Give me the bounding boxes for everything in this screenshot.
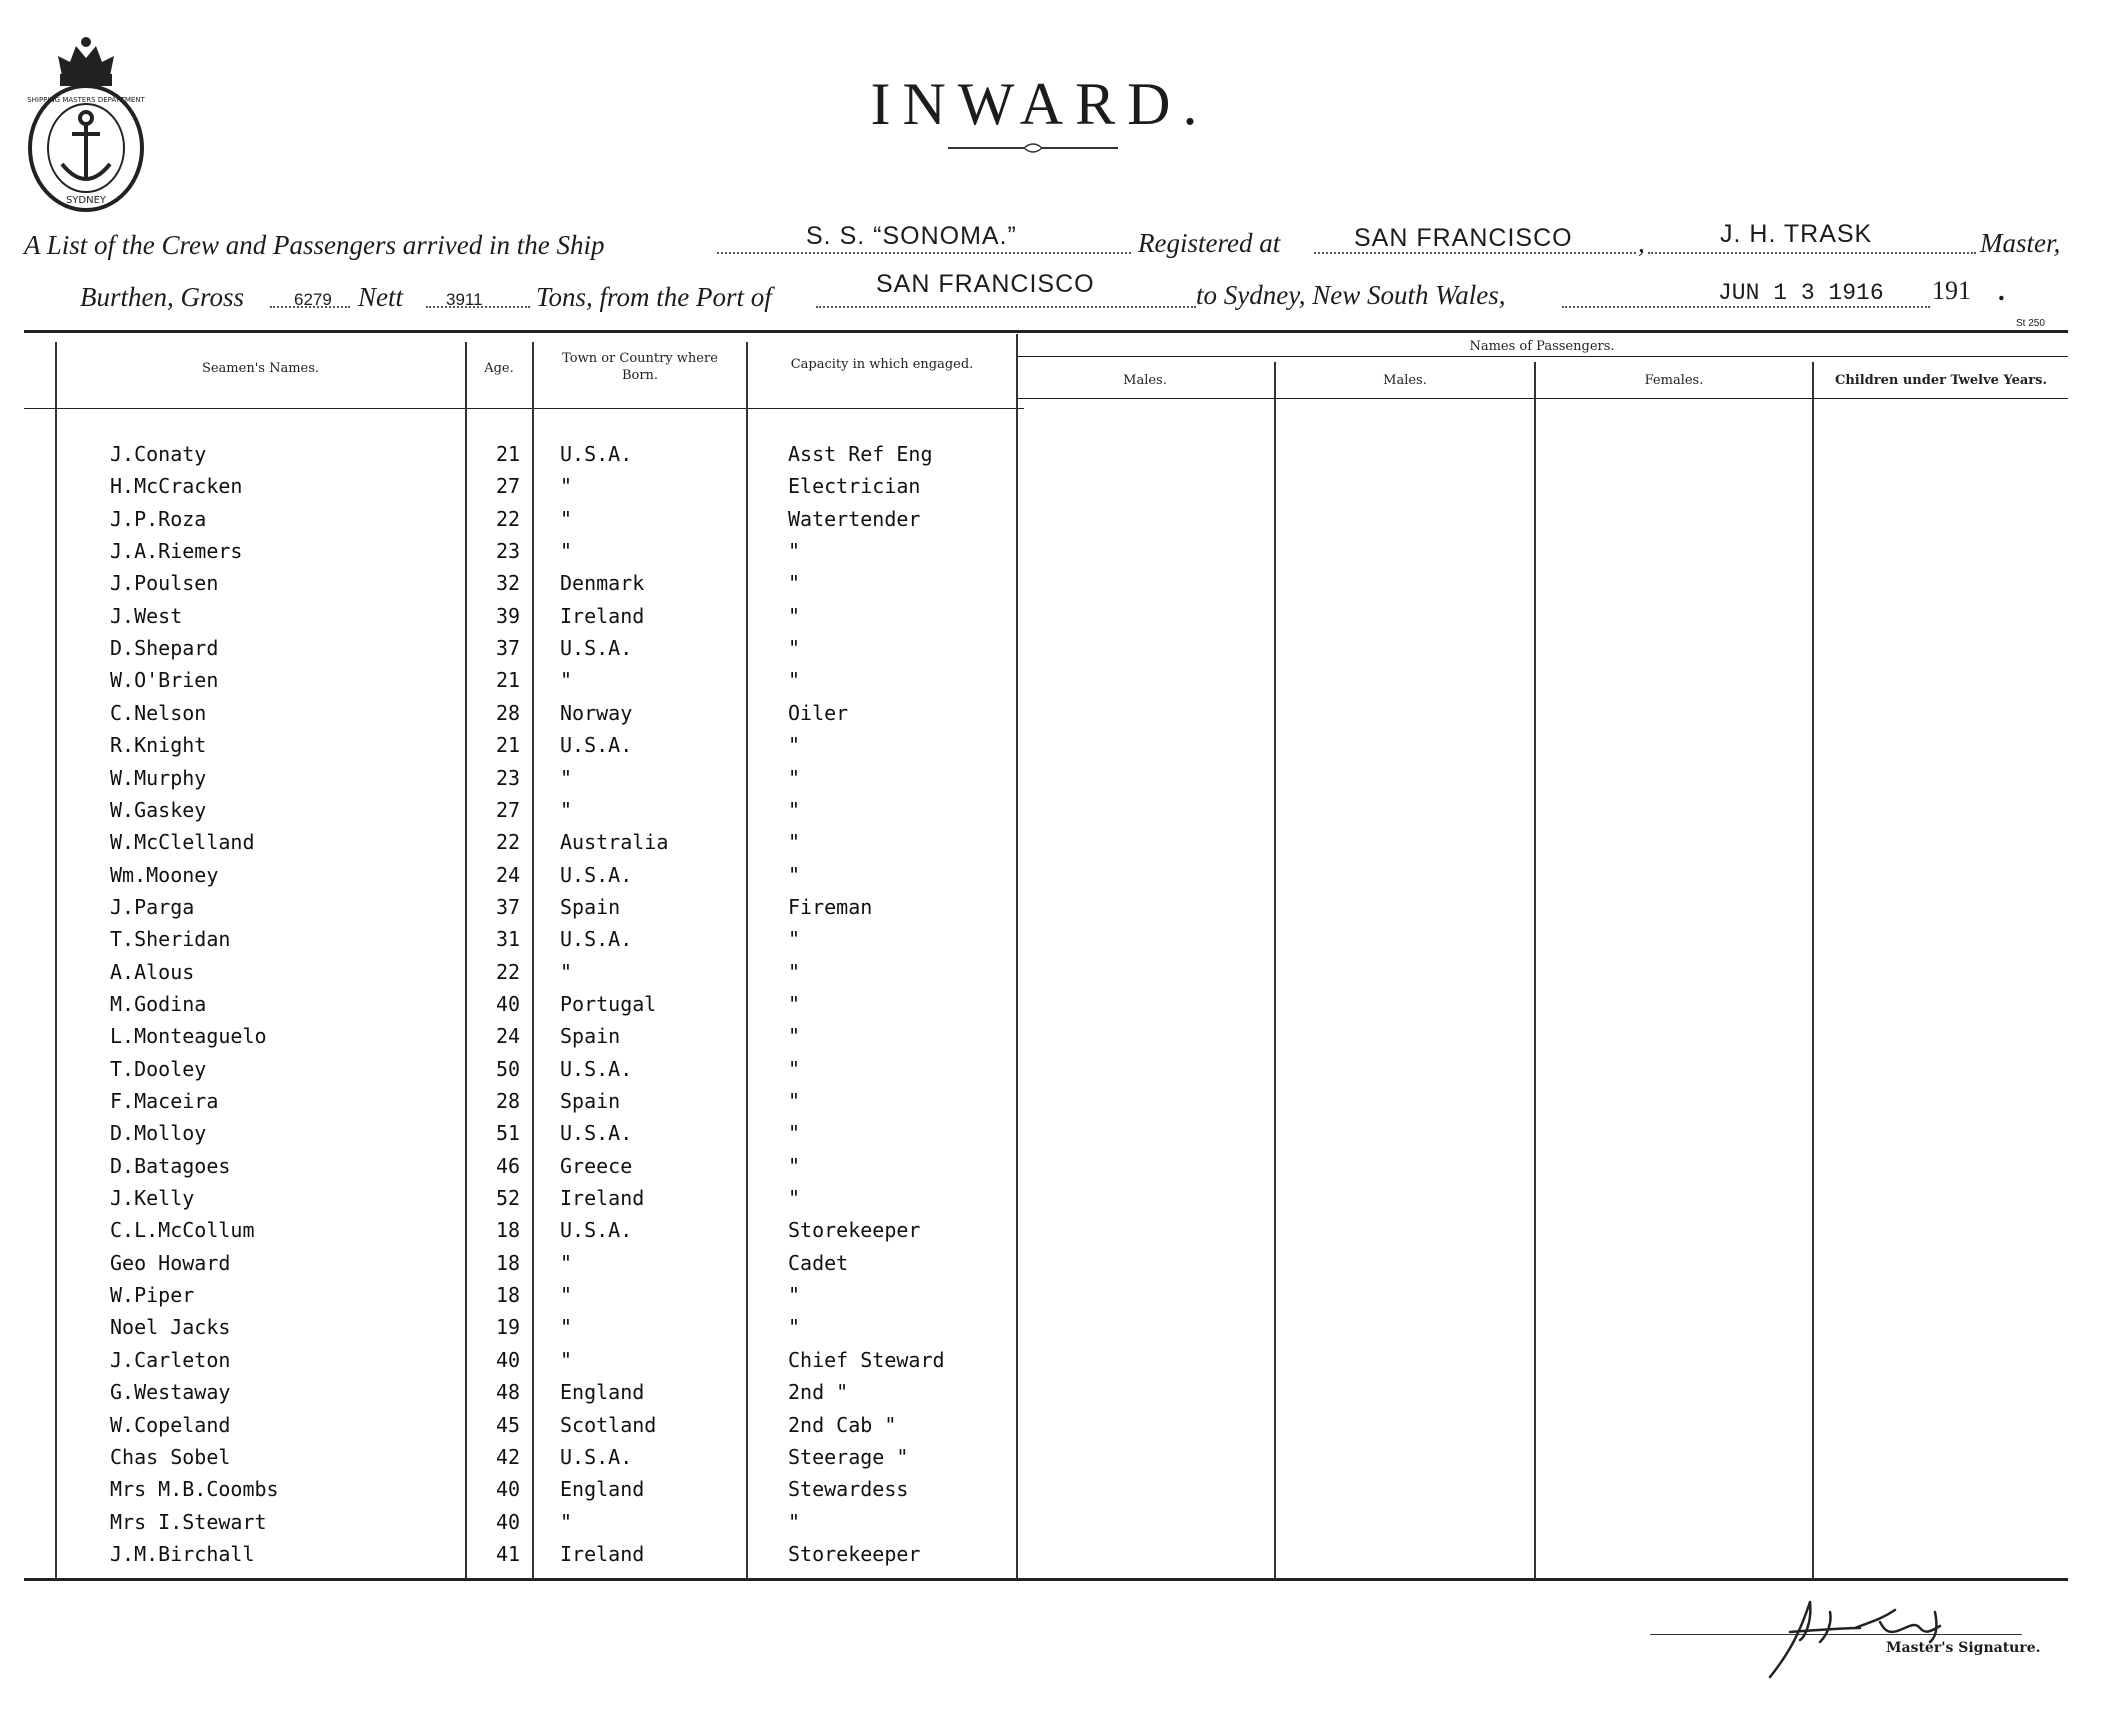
- nett-tons: 3911: [446, 290, 483, 309]
- seaman-age: 27: [496, 798, 521, 822]
- col-rule-left: [55, 342, 57, 1578]
- table-bottom-rule: [24, 1578, 2068, 1581]
- seaman-born: Greece: [560, 1154, 633, 1178]
- seaman-born: U.S.A.: [560, 733, 633, 757]
- passengers-subrule: [1016, 356, 2068, 357]
- seaman-age: 22: [496, 960, 521, 984]
- seaman-capacity: ": [788, 1510, 801, 1534]
- comma: ,: [1638, 228, 1645, 258]
- col-rule-born: [532, 342, 534, 1578]
- col-header-passengers: Names of Passengers.: [1469, 339, 1615, 354]
- col-header-capacity: Capacity in which engaged.: [790, 357, 974, 372]
- seaman-born: ": [560, 1251, 573, 1275]
- ship-name: S. S. “SONOMA.”: [806, 222, 1017, 250]
- seaman-name: J.Kelly: [110, 1186, 195, 1210]
- seaman-capacity: Storekeeper: [788, 1218, 921, 1242]
- seaman-born: ": [560, 668, 573, 692]
- seaman-capacity: Watertender: [788, 507, 921, 531]
- col-rule-females: [1534, 362, 1536, 1578]
- seaman-born: U.S.A.: [560, 927, 633, 951]
- seaman-capacity: ": [788, 604, 801, 628]
- col-header-males-2: Males.: [1383, 373, 1427, 388]
- seaman-age: 28: [496, 1089, 521, 1113]
- seaman-age: 40: [496, 992, 521, 1016]
- seaman-capacity: ": [788, 571, 801, 595]
- seaman-born: U.S.A.: [560, 442, 633, 466]
- seaman-age: 31: [496, 927, 521, 951]
- seaman-age: 42: [496, 1445, 521, 1469]
- nett-label: Nett: [358, 282, 403, 312]
- seaman-name: Noel Jacks: [110, 1315, 231, 1339]
- seaman-age: 50: [496, 1057, 521, 1081]
- seaman-born: ": [560, 474, 573, 498]
- seaman-capacity: ": [788, 539, 801, 563]
- seaman-born: ": [560, 1283, 573, 1307]
- seaman-capacity: ": [788, 636, 801, 660]
- header-line1-prefix: A List of the Crew and Passengers arrived in the Ship: [24, 230, 605, 260]
- seaman-name: W.Gaskey: [110, 798, 207, 822]
- seaman-age: 51: [496, 1121, 521, 1145]
- col-rule-capacity: [746, 342, 748, 1578]
- seaman-born: Denmark: [560, 571, 645, 595]
- registered-port: SAN FRANCISCO: [1354, 224, 1573, 252]
- crest-ring-text: SHIPPING MASTERS DEPARTMENT: [27, 96, 145, 104]
- seaman-age: 18: [496, 1251, 521, 1275]
- seaman-capacity: ": [788, 960, 801, 984]
- seaman-name: J.P.Roza: [110, 507, 207, 531]
- crest-city: SYDNEY: [65, 195, 107, 206]
- seaman-age: 22: [496, 507, 521, 531]
- seaman-name: T.Dooley: [110, 1057, 207, 1081]
- seaman-age: 28: [496, 701, 521, 725]
- shipping-masters-crest: [24, 30, 148, 214]
- seaman-capacity: ": [788, 863, 801, 887]
- seaman-name: C.L.McCollum: [110, 1218, 255, 1242]
- seaman-name: W.O'Brien: [110, 668, 219, 692]
- seaman-name: D.Shepard: [110, 636, 219, 660]
- seaman-capacity: ": [788, 1154, 801, 1178]
- col-rule-children: [1812, 362, 1814, 1578]
- col-header-females: Females.: [1644, 373, 1704, 388]
- seaman-capacity: ": [788, 927, 801, 951]
- seaman-born: ": [560, 539, 573, 563]
- seaman-born: ": [560, 960, 573, 984]
- seaman-capacity: 2nd Cab ": [788, 1413, 897, 1437]
- gross-tons: 6279: [294, 290, 332, 309]
- seaman-name: A.Alous: [110, 960, 195, 984]
- seaman-name: D.Molloy: [110, 1121, 207, 1145]
- seaman-born: ": [560, 798, 573, 822]
- seaman-capacity: ": [788, 1283, 801, 1307]
- seaman-age: 37: [496, 895, 521, 919]
- seaman-capacity: ": [788, 766, 801, 790]
- form-number: St 250: [2016, 318, 2045, 329]
- seaman-name: J.Conaty: [110, 442, 207, 466]
- seaman-name: M.Godina: [110, 992, 207, 1016]
- seaman-capacity: ": [788, 798, 801, 822]
- seaman-born: Portugal: [560, 992, 657, 1016]
- seaman-age: 41: [496, 1542, 521, 1566]
- seaman-name: C.Nelson: [110, 701, 207, 725]
- seaman-name: J.Carleton: [110, 1348, 231, 1372]
- seaman-name: J.M.Birchall: [110, 1542, 255, 1566]
- seaman-born: U.S.A.: [560, 636, 633, 660]
- seaman-age: 21: [496, 733, 521, 757]
- year-prefix: 191: [1932, 276, 1971, 305]
- col-header-age: Age.: [484, 361, 514, 376]
- seaman-name: Wm.Mooney: [110, 863, 219, 887]
- seaman-name: Geo Howard: [110, 1251, 231, 1275]
- seaman-born: Norway: [560, 701, 633, 725]
- seaman-capacity: Steerage ": [788, 1445, 909, 1469]
- seaman-name: J.Parga: [110, 895, 195, 919]
- passenger-header-bottom-rule: [1016, 398, 2068, 399]
- col-rule-passengers: [1016, 334, 1018, 1578]
- seaman-age: 52: [496, 1186, 521, 1210]
- seaman-name: W.Murphy: [110, 766, 207, 790]
- seaman-age: 18: [496, 1283, 521, 1307]
- seaman-age: 46: [496, 1154, 521, 1178]
- seaman-born: England: [560, 1380, 645, 1404]
- seaman-name: Mrs I.Stewart: [110, 1510, 267, 1534]
- seaman-capacity: Chief Steward: [788, 1348, 945, 1372]
- col-rule-males2: [1274, 362, 1276, 1578]
- seaman-born: ": [560, 1315, 573, 1339]
- seaman-capacity: ": [788, 1089, 801, 1113]
- burthen-label: Burthen, Gross: [80, 282, 245, 312]
- seaman-age: 22: [496, 830, 521, 854]
- seaman-age: 40: [496, 1348, 521, 1372]
- seaman-name: G.Westaway: [110, 1380, 231, 1404]
- col-header-males-1: Males.: [1123, 373, 1167, 388]
- seaman-age: 24: [496, 1024, 521, 1048]
- seaman-name: L.Monteaguelo: [110, 1024, 267, 1048]
- seaman-name: W.McClelland: [110, 830, 255, 854]
- seaman-capacity: Electrician: [788, 474, 921, 498]
- seaman-name: J.Poulsen: [110, 571, 219, 595]
- master-name: J. H. TRASK: [1720, 220, 1873, 248]
- seaman-age: 23: [496, 539, 521, 563]
- seaman-born: Ireland: [560, 1186, 645, 1210]
- seaman-age: 18: [496, 1218, 521, 1242]
- col-header-children: Children under Twelve Years.: [1834, 373, 2048, 388]
- signature-label: Master's Signature.: [1886, 1640, 2041, 1656]
- seaman-capacity: Storekeeper: [788, 1542, 921, 1566]
- seaman-age: 27: [496, 474, 521, 498]
- seaman-capacity: Oiler: [788, 701, 849, 725]
- seaman-capacity: ": [788, 1057, 801, 1081]
- seaman-born: ": [560, 1348, 573, 1372]
- seaman-capacity: ": [788, 668, 801, 692]
- seaman-age: 23: [496, 766, 521, 790]
- seaman-name: F.Maceira: [110, 1089, 219, 1113]
- seaman-born: Ireland: [560, 1542, 645, 1566]
- seaman-age: 40: [496, 1510, 521, 1534]
- seaman-age: 19: [496, 1315, 521, 1339]
- seaman-capacity: Cadet: [788, 1251, 849, 1275]
- seaman-age: 32: [496, 571, 521, 595]
- seaman-born: ": [560, 507, 573, 531]
- crown-icon: [58, 37, 114, 86]
- col-rule-age: [465, 342, 467, 1578]
- seaman-capacity: ": [788, 1186, 801, 1210]
- date-stamp: JUN 1 3 1916: [1718, 280, 1884, 306]
- seaman-born: ": [560, 766, 573, 790]
- to-sydney-label: to Sydney, New South Wales,: [1196, 280, 1506, 310]
- seaman-name: R.Knight: [110, 733, 207, 757]
- seaman-born: Scotland: [560, 1413, 657, 1437]
- seaman-name: J.A.Riemers: [110, 539, 243, 563]
- seaman-born: Spain: [560, 1089, 621, 1113]
- registered-label: Registered at: [1138, 228, 1281, 258]
- seaman-capacity: ": [788, 1121, 801, 1145]
- seaman-capacity: ": [788, 992, 801, 1016]
- seaman-born: U.S.A.: [560, 1445, 633, 1469]
- seaman-capacity: ": [788, 830, 801, 854]
- seaman-name: W.Piper: [110, 1283, 195, 1307]
- seaman-capacity: Stewardess: [788, 1477, 909, 1501]
- seaman-name: H.McCracken: [110, 474, 243, 498]
- page-title: INWARD.: [870, 71, 1210, 137]
- seaman-name: Mrs M.B.Coombs: [110, 1477, 279, 1501]
- seaman-age: 39: [496, 604, 521, 628]
- seaman-name: T.Sheridan: [110, 927, 231, 951]
- seaman-born: Spain: [560, 895, 621, 919]
- seaman-born: U.S.A.: [560, 1121, 633, 1145]
- seaman-born: Ireland: [560, 604, 645, 628]
- seaman-age: 21: [496, 442, 521, 466]
- col-header-town-country: Town or Country where Born.: [562, 351, 718, 383]
- seaman-born: Australia: [560, 830, 669, 854]
- seaman-born: Spain: [560, 1024, 621, 1048]
- master-signature: [1760, 1592, 1990, 1682]
- seaman-capacity: ": [788, 1315, 801, 1339]
- tons-from-label: Tons, from the Port of: [536, 282, 772, 312]
- seaman-age: 45: [496, 1413, 521, 1437]
- seaman-born: U.S.A.: [560, 1057, 633, 1081]
- seaman-name: W.Copeland: [110, 1413, 231, 1437]
- seaman-name: D.Batagoes: [110, 1154, 231, 1178]
- table-top-rule: [24, 330, 2068, 333]
- seaman-age: 24: [496, 863, 521, 887]
- seaman-capacity: 2nd ": [788, 1380, 849, 1404]
- col-header-seamen-names: Seamen's Names.: [201, 361, 320, 376]
- title-ornament: [948, 140, 1118, 156]
- master-label: Master,: [1980, 228, 2061, 258]
- seaman-born: U.S.A.: [560, 1218, 633, 1242]
- seaman-age: 40: [496, 1477, 521, 1501]
- seaman-born: ": [560, 1510, 573, 1534]
- seaman-name: Chas Sobel: [110, 1445, 231, 1469]
- seaman-born: U.S.A.: [560, 863, 633, 887]
- from-port: SAN FRANCISCO: [876, 270, 1095, 298]
- seaman-capacity: ": [788, 733, 801, 757]
- seaman-born: England: [560, 1477, 645, 1501]
- period: .: [1998, 276, 2005, 306]
- header-bottom-rule: [24, 408, 1024, 409]
- seaman-age: 21: [496, 668, 521, 692]
- seaman-capacity: ": [788, 1024, 801, 1048]
- seaman-capacity: Asst Ref Eng: [788, 442, 933, 466]
- seaman-capacity: Fireman: [788, 895, 873, 919]
- seaman-name: J.West: [110, 604, 183, 628]
- seaman-age: 48: [496, 1380, 521, 1404]
- seaman-age: 37: [496, 636, 521, 660]
